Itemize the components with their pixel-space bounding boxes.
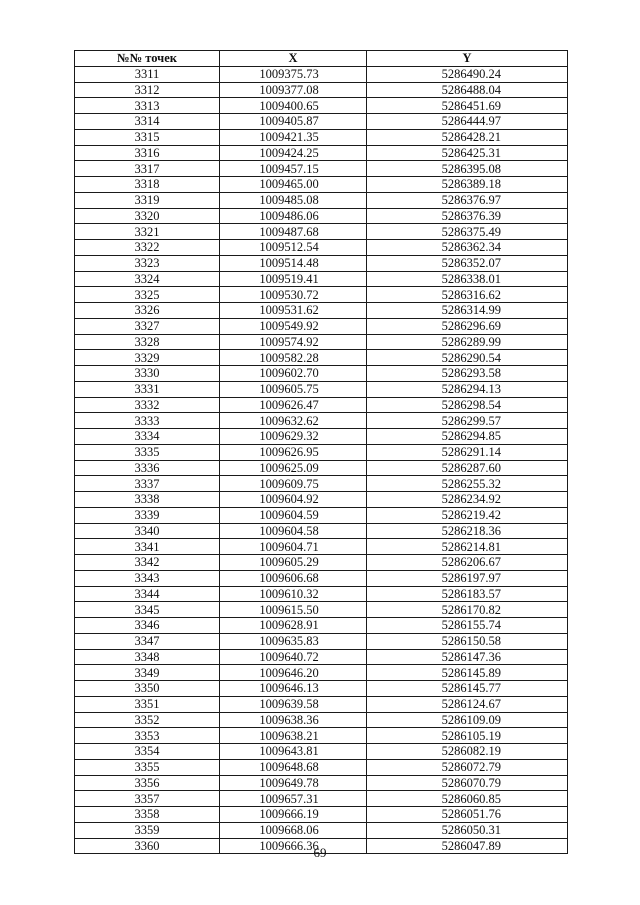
point-number-cell: 3340: [75, 523, 220, 539]
x-coordinate-cell: 1009485.08: [220, 192, 367, 208]
x-coordinate-cell: 1009666.36: [220, 838, 367, 854]
table-body: [75, 66, 568, 854]
y-coordinate-cell: 5286050.31: [367, 822, 568, 838]
point-number-cell: 3359: [75, 822, 220, 838]
y-coordinate-cell: 5286289.99: [367, 334, 568, 350]
y-coordinate-cell: 5286389.18: [367, 177, 568, 193]
y-coordinate-cell: 5286428.21: [367, 129, 568, 145]
point-number-cell: 3337: [75, 476, 220, 492]
table-row: [75, 507, 568, 523]
y-coordinate-cell: 5286451.69: [367, 98, 568, 114]
y-coordinate-cell: 5286291.14: [367, 444, 568, 460]
x-coordinate-cell: 1009405.87: [220, 114, 367, 130]
point-number-cell: 3336: [75, 460, 220, 476]
table-row: [75, 429, 568, 445]
y-coordinate-cell: 5286294.85: [367, 429, 568, 445]
y-coordinate-cell: 5286316.62: [367, 287, 568, 303]
table-row: [75, 240, 568, 256]
point-number-cell: 3315: [75, 129, 220, 145]
point-number-cell: 3331: [75, 381, 220, 397]
point-number-cell: 3339: [75, 507, 220, 523]
point-number-cell: 3314: [75, 114, 220, 130]
table-row: [75, 696, 568, 712]
y-coordinate-cell: 5286298.54: [367, 397, 568, 413]
y-coordinate-cell: 5286150.58: [367, 633, 568, 649]
x-coordinate-cell: 1009646.20: [220, 665, 367, 681]
y-coordinate-cell: 5286060.85: [367, 791, 568, 807]
point-number-cell: 3328: [75, 334, 220, 350]
x-coordinate-cell: 1009574.92: [220, 334, 367, 350]
point-number-cell: 3323: [75, 255, 220, 271]
x-coordinate-cell: 1009514.48: [220, 255, 367, 271]
point-number-cell: 3355: [75, 759, 220, 775]
x-coordinate-cell: 1009549.92: [220, 318, 367, 334]
x-coordinate-cell: 1009629.32: [220, 429, 367, 445]
y-coordinate-cell: 5286183.57: [367, 586, 568, 602]
point-number-cell: 3317: [75, 161, 220, 177]
point-number-cell: 3311: [75, 66, 220, 82]
x-coordinate-cell: 1009610.32: [220, 586, 367, 602]
table-row: [75, 287, 568, 303]
table-row: [75, 649, 568, 665]
point-number-cell: 3318: [75, 177, 220, 193]
point-number-cell: 3348: [75, 649, 220, 665]
table-row: [75, 381, 568, 397]
x-coordinate-cell: 1009486.06: [220, 208, 367, 224]
x-coordinate-cell: 1009625.09: [220, 460, 367, 476]
table-row: [75, 161, 568, 177]
y-coordinate-cell: 5286155.74: [367, 618, 568, 634]
point-number-cell: 3344: [75, 586, 220, 602]
table-row: [75, 492, 568, 508]
x-coordinate-cell: 1009465.00: [220, 177, 367, 193]
x-coordinate-cell: 1009377.08: [220, 82, 367, 98]
table-row: [75, 192, 568, 208]
y-coordinate-cell: 5286425.31: [367, 145, 568, 161]
x-coordinate-cell: 1009400.65: [220, 98, 367, 114]
point-number-cell: 3313: [75, 98, 220, 114]
y-coordinate-cell: 5286170.82: [367, 602, 568, 618]
y-coordinate-cell: 5286255.32: [367, 476, 568, 492]
y-coordinate-cell: 5286395.08: [367, 161, 568, 177]
point-number-cell: 3354: [75, 744, 220, 760]
header-point-number: №№ точек: [75, 51, 220, 67]
x-coordinate-cell: 1009649.78: [220, 775, 367, 791]
table-row: [75, 476, 568, 492]
table-row: [75, 665, 568, 681]
x-coordinate-cell: 1009646.13: [220, 681, 367, 697]
y-coordinate-cell: 5286051.76: [367, 807, 568, 823]
y-coordinate-cell: 5286234.92: [367, 492, 568, 508]
y-coordinate-cell: 5286293.58: [367, 366, 568, 382]
table-row: [75, 177, 568, 193]
point-number-cell: 3321: [75, 224, 220, 240]
table-row: [75, 255, 568, 271]
point-number-cell: 3325: [75, 287, 220, 303]
header-y: Y: [367, 51, 568, 67]
y-coordinate-cell: 5286338.01: [367, 271, 568, 287]
y-coordinate-cell: 5286197.97: [367, 570, 568, 586]
point-number-cell: 3345: [75, 602, 220, 618]
y-coordinate-cell: 5286376.39: [367, 208, 568, 224]
x-coordinate-cell: 1009457.15: [220, 161, 367, 177]
y-coordinate-cell: 5286375.49: [367, 224, 568, 240]
y-coordinate-cell: 5286218.36: [367, 523, 568, 539]
table-row: [75, 460, 568, 476]
table-row: [75, 114, 568, 130]
header-row: [75, 51, 568, 67]
point-number-cell: 3312: [75, 82, 220, 98]
x-coordinate-cell: 1009424.25: [220, 145, 367, 161]
y-coordinate-cell: 5286490.24: [367, 66, 568, 82]
y-coordinate-cell: 5286294.13: [367, 381, 568, 397]
x-coordinate-cell: 1009668.06: [220, 822, 367, 838]
x-coordinate-cell: 1009606.68: [220, 570, 367, 586]
x-coordinate-cell: 1009605.29: [220, 555, 367, 571]
table-row: [75, 759, 568, 775]
x-coordinate-cell: 1009375.73: [220, 66, 367, 82]
table-row: [75, 681, 568, 697]
point-number-cell: 3332: [75, 397, 220, 413]
y-coordinate-cell: 5286214.81: [367, 539, 568, 555]
point-number-cell: 3327: [75, 318, 220, 334]
point-number-cell: 3334: [75, 429, 220, 445]
y-coordinate-cell: 5286070.79: [367, 775, 568, 791]
point-number-cell: 3358: [75, 807, 220, 823]
y-coordinate-cell: 5286296.69: [367, 318, 568, 334]
point-number-cell: 3342: [75, 555, 220, 571]
table-row: [75, 224, 568, 240]
y-coordinate-cell: 5286145.77: [367, 681, 568, 697]
point-number-cell: 3333: [75, 413, 220, 429]
table-row: [75, 822, 568, 838]
table-row: [75, 555, 568, 571]
table-row: [75, 271, 568, 287]
x-coordinate-cell: 1009602.70: [220, 366, 367, 382]
x-coordinate-cell: 1009635.83: [220, 633, 367, 649]
table-row: [75, 602, 568, 618]
point-number-cell: 3319: [75, 192, 220, 208]
point-number-cell: 3353: [75, 728, 220, 744]
table-row: [75, 334, 568, 350]
y-coordinate-cell: 5286206.67: [367, 555, 568, 571]
table-row: [75, 807, 568, 823]
x-coordinate-cell: 1009626.47: [220, 397, 367, 413]
point-number-cell: 3350: [75, 681, 220, 697]
point-number-cell: 3316: [75, 145, 220, 161]
y-coordinate-cell: 5286082.19: [367, 744, 568, 760]
y-coordinate-cell: 5286287.60: [367, 460, 568, 476]
y-coordinate-cell: 5286488.04: [367, 82, 568, 98]
table-row: [75, 444, 568, 460]
table-row: [75, 366, 568, 382]
y-coordinate-cell: 5286145.89: [367, 665, 568, 681]
table-row: [75, 66, 568, 82]
table-row: [75, 129, 568, 145]
x-coordinate-cell: 1009604.92: [220, 492, 367, 508]
x-coordinate-cell: 1009638.21: [220, 728, 367, 744]
point-number-cell: 3356: [75, 775, 220, 791]
x-coordinate-cell: 1009648.68: [220, 759, 367, 775]
table-row: [75, 618, 568, 634]
table-row: [75, 413, 568, 429]
y-coordinate-cell: 5286299.57: [367, 413, 568, 429]
point-number-cell: 3341: [75, 539, 220, 555]
point-number-cell: 3335: [75, 444, 220, 460]
x-coordinate-cell: 1009487.68: [220, 224, 367, 240]
x-coordinate-cell: 1009582.28: [220, 350, 367, 366]
x-coordinate-cell: 1009626.95: [220, 444, 367, 460]
point-number-cell: 3347: [75, 633, 220, 649]
x-coordinate-cell: 1009604.59: [220, 507, 367, 523]
point-number-cell: 3320: [75, 208, 220, 224]
x-coordinate-cell: 1009640.72: [220, 649, 367, 665]
table-row: [75, 318, 568, 334]
table-row: [75, 397, 568, 413]
x-coordinate-cell: 1009519.41: [220, 271, 367, 287]
point-number-cell: 3352: [75, 712, 220, 728]
x-coordinate-cell: 1009639.58: [220, 696, 367, 712]
x-coordinate-cell: 1009638.36: [220, 712, 367, 728]
table-row: [75, 208, 568, 224]
point-number-cell: 3349: [75, 665, 220, 681]
table-row: [75, 570, 568, 586]
x-coordinate-cell: 1009604.58: [220, 523, 367, 539]
y-coordinate-cell: 5286147.36: [367, 649, 568, 665]
coordinates-table: [74, 50, 568, 854]
page-number: 69: [313, 845, 327, 860]
y-coordinate-cell: 5286290.54: [367, 350, 568, 366]
x-coordinate-cell: 1009666.19: [220, 807, 367, 823]
table-row: [75, 633, 568, 649]
y-coordinate-cell: 5286362.34: [367, 240, 568, 256]
table-row: [75, 539, 568, 555]
point-number-cell: 3351: [75, 696, 220, 712]
point-number-cell: 3329: [75, 350, 220, 366]
point-number-cell: 3322: [75, 240, 220, 256]
y-coordinate-cell: 5286105.19: [367, 728, 568, 744]
point-number-cell: 3330: [75, 366, 220, 382]
y-coordinate-cell: 5286376.97: [367, 192, 568, 208]
y-coordinate-cell: 5286109.09: [367, 712, 568, 728]
y-coordinate-cell: 5286072.79: [367, 759, 568, 775]
table-row: [75, 145, 568, 161]
point-number-cell: 3357: [75, 791, 220, 807]
header-x: X: [220, 51, 367, 67]
table-row: [75, 523, 568, 539]
x-coordinate-cell: 1009609.75: [220, 476, 367, 492]
table-row: [75, 712, 568, 728]
y-coordinate-cell: 5286124.67: [367, 696, 568, 712]
y-coordinate-cell: 5286444.97: [367, 114, 568, 130]
table-row: [75, 744, 568, 760]
y-coordinate-cell: 5286314.99: [367, 303, 568, 319]
table-row: [75, 98, 568, 114]
point-number-cell: 3338: [75, 492, 220, 508]
y-coordinate-cell: 5286352.07: [367, 255, 568, 271]
table-row: [75, 303, 568, 319]
x-coordinate-cell: 1009605.75: [220, 381, 367, 397]
table-row: [75, 82, 568, 98]
x-coordinate-cell: 1009657.31: [220, 791, 367, 807]
x-coordinate-cell: 1009615.50: [220, 602, 367, 618]
x-coordinate-cell: 1009531.62: [220, 303, 367, 319]
x-coordinate-cell: 1009512.54: [220, 240, 367, 256]
y-coordinate-cell: 5286219.42: [367, 507, 568, 523]
table-header: [75, 51, 568, 67]
x-coordinate-cell: 1009632.62: [220, 413, 367, 429]
y-coordinate-cell: 5286047.89: [367, 838, 568, 854]
point-number-cell: 3326: [75, 303, 220, 319]
table-row: [75, 791, 568, 807]
x-coordinate-cell: 1009530.72: [220, 287, 367, 303]
point-number-cell: 3346: [75, 618, 220, 634]
point-number-cell: 3324: [75, 271, 220, 287]
x-coordinate-cell: 1009628.91: [220, 618, 367, 634]
x-coordinate-cell: 1009643.81: [220, 744, 367, 760]
table-row: [75, 350, 568, 366]
point-number-cell: 3343: [75, 570, 220, 586]
x-coordinate-cell: 1009604.71: [220, 539, 367, 555]
table-row: [75, 728, 568, 744]
x-coordinate-cell: 1009421.35: [220, 129, 367, 145]
table-row: [75, 775, 568, 791]
table-row: [75, 586, 568, 602]
point-number-cell: 3360: [75, 838, 220, 854]
